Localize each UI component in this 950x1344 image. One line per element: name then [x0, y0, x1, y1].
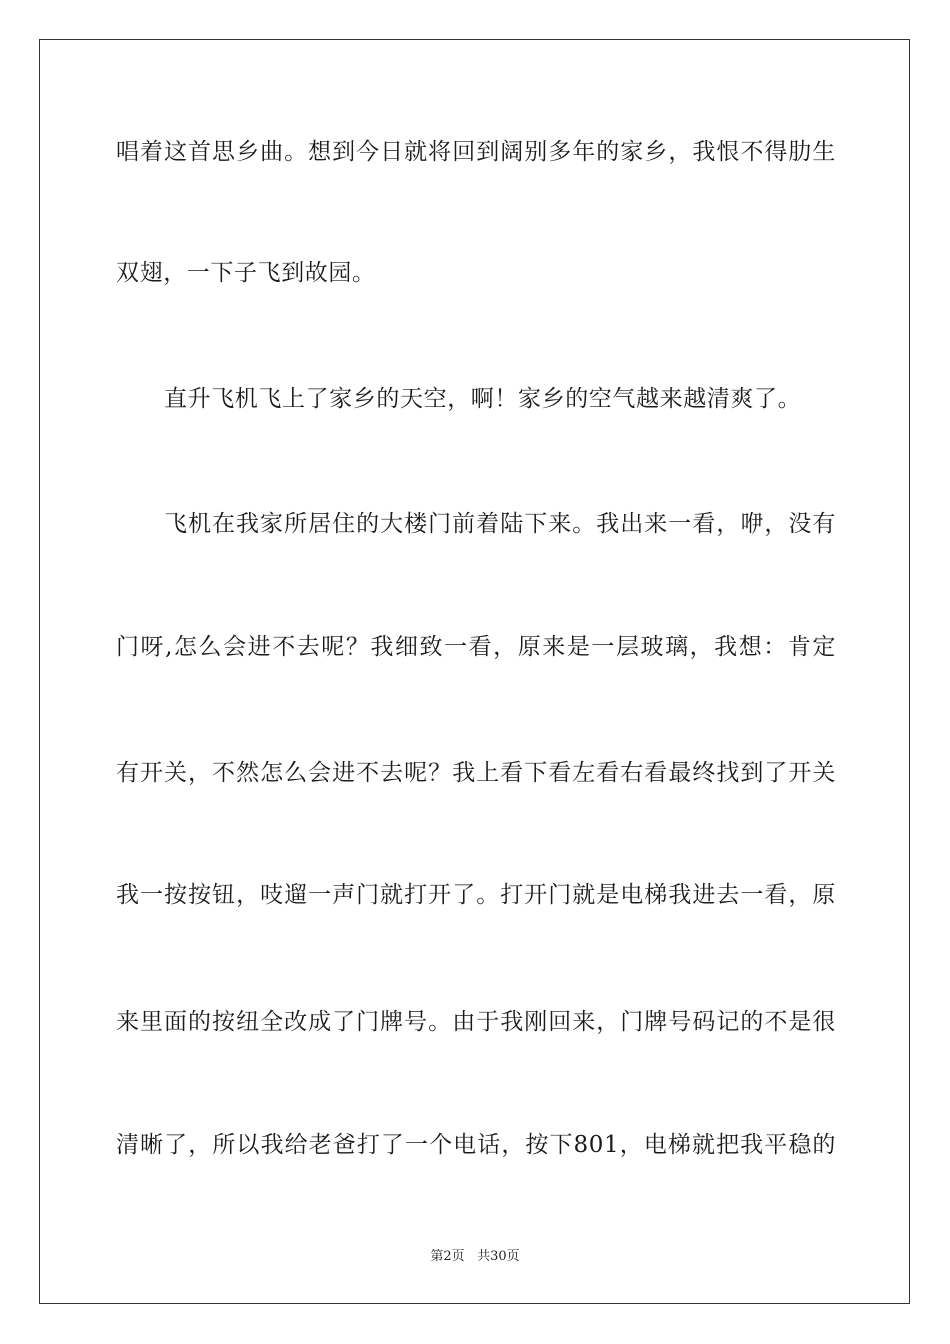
text-line-3: 直升飞机飞上了家乡的天空，啊！家乡的空气越来越清爽了。	[164, 386, 802, 412]
page-frame	[39, 39, 910, 1304]
text-line-1: 唱着这首思乡曲。想到今日就将回到阔别多年的家乡，我恨不得肋生	[116, 139, 836, 165]
text-line-8: 来里面的按纽全改成了门牌号。由于我刚回来，门牌号码记的不是很	[116, 1009, 836, 1035]
text-line-6: 有开关，不然怎么会进不去呢？我上看下看左看右看最终找到了开关	[116, 760, 836, 786]
text-line-4: 飞机在我家所居住的大楼门前着陆下来。我出来一看，咿，没有	[164, 511, 836, 537]
text-line-2: 双翅，一下子飞到故园。	[116, 260, 376, 286]
page-total: 共30页	[477, 1249, 520, 1264]
text-line-7: 我一按按钮，吱遛一声门就打开了。打开门就是电梯我进去一看，原	[116, 882, 836, 908]
page-footer	[0, 1248, 950, 1266]
text-line-5: 门呀,怎么会进不去呢？我细致一看，原来是一层玻璃，我想：肯定	[116, 634, 836, 660]
text-line-9: 清晰了，所以我给老爸打了一个电话，按下801，电梯就把我平稳的	[116, 1132, 836, 1158]
page-number: 第2页	[430, 1249, 465, 1264]
